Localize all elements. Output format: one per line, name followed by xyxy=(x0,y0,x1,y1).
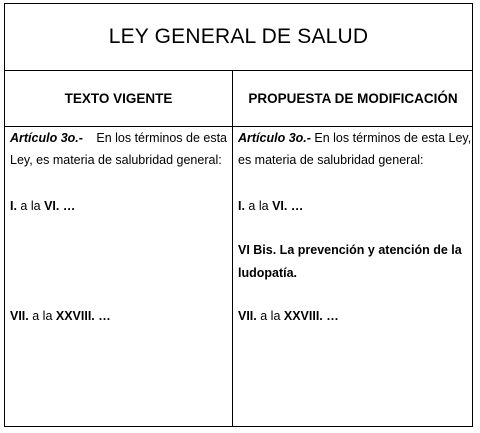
current-article-label: Artículo 3o.- xyxy=(10,131,83,145)
current-item1-mid: a la xyxy=(16,199,45,213)
current-item2-mid: a la xyxy=(28,309,56,323)
proposed-item1-end: VI. … xyxy=(272,199,304,213)
comparison-table xyxy=(4,3,473,427)
proposed-item-vi-bis-line-2: ludopatía. xyxy=(238,266,298,280)
proposed-article-label: Artículo 3o.- xyxy=(238,131,311,145)
proposed-article-line-1 xyxy=(238,126,471,150)
header-current-text xyxy=(5,70,232,126)
current-item2-end: XXVIII. … xyxy=(55,309,111,323)
proposed-article-line-2: es materia de salubridad general: xyxy=(238,153,424,167)
header-current-text-label: TEXTO VIGENTE xyxy=(64,90,173,106)
current-item-vii-to-xxviii xyxy=(10,304,111,328)
current-item1-end: VI. … xyxy=(44,199,76,213)
proposed-item1-mid: a la xyxy=(244,199,273,213)
title-row xyxy=(5,4,472,71)
current-item1-prefix: I. xyxy=(10,199,17,213)
proposed-item2-end: XXVIII. … xyxy=(283,309,339,323)
header-proposed-modification-label: PROPUESTA DE MODIFICACIÓN xyxy=(248,90,458,106)
proposed-item-vii-to-xxviii xyxy=(238,304,339,328)
header-proposed-modification xyxy=(233,70,473,126)
current-item-i-to-vi xyxy=(10,194,75,218)
proposed-item-i-to-vi xyxy=(238,194,303,218)
proposed-item2-mid: a la xyxy=(256,309,284,323)
proposed-item-vi-bis-line-1 xyxy=(238,238,468,262)
current-article-line-2: Ley, es materia de salubridad general: xyxy=(10,153,222,167)
proposed-item2-prefix: VII. xyxy=(238,309,257,323)
current-item2-prefix: VII. xyxy=(10,309,29,323)
proposed-bis-line1: VI Bis. La prevención y atención de la xyxy=(238,243,462,257)
law-title: LEY GENERAL DE SALUD xyxy=(108,25,369,48)
proposed-intro-line1: En los términos de esta Ley, xyxy=(310,131,472,145)
current-intro-line1: En los términos de esta xyxy=(96,131,227,145)
header-row xyxy=(5,70,472,127)
current-article-line-1 xyxy=(10,126,227,150)
proposed-item1-prefix: I. xyxy=(238,199,245,213)
column-divider xyxy=(232,70,233,427)
